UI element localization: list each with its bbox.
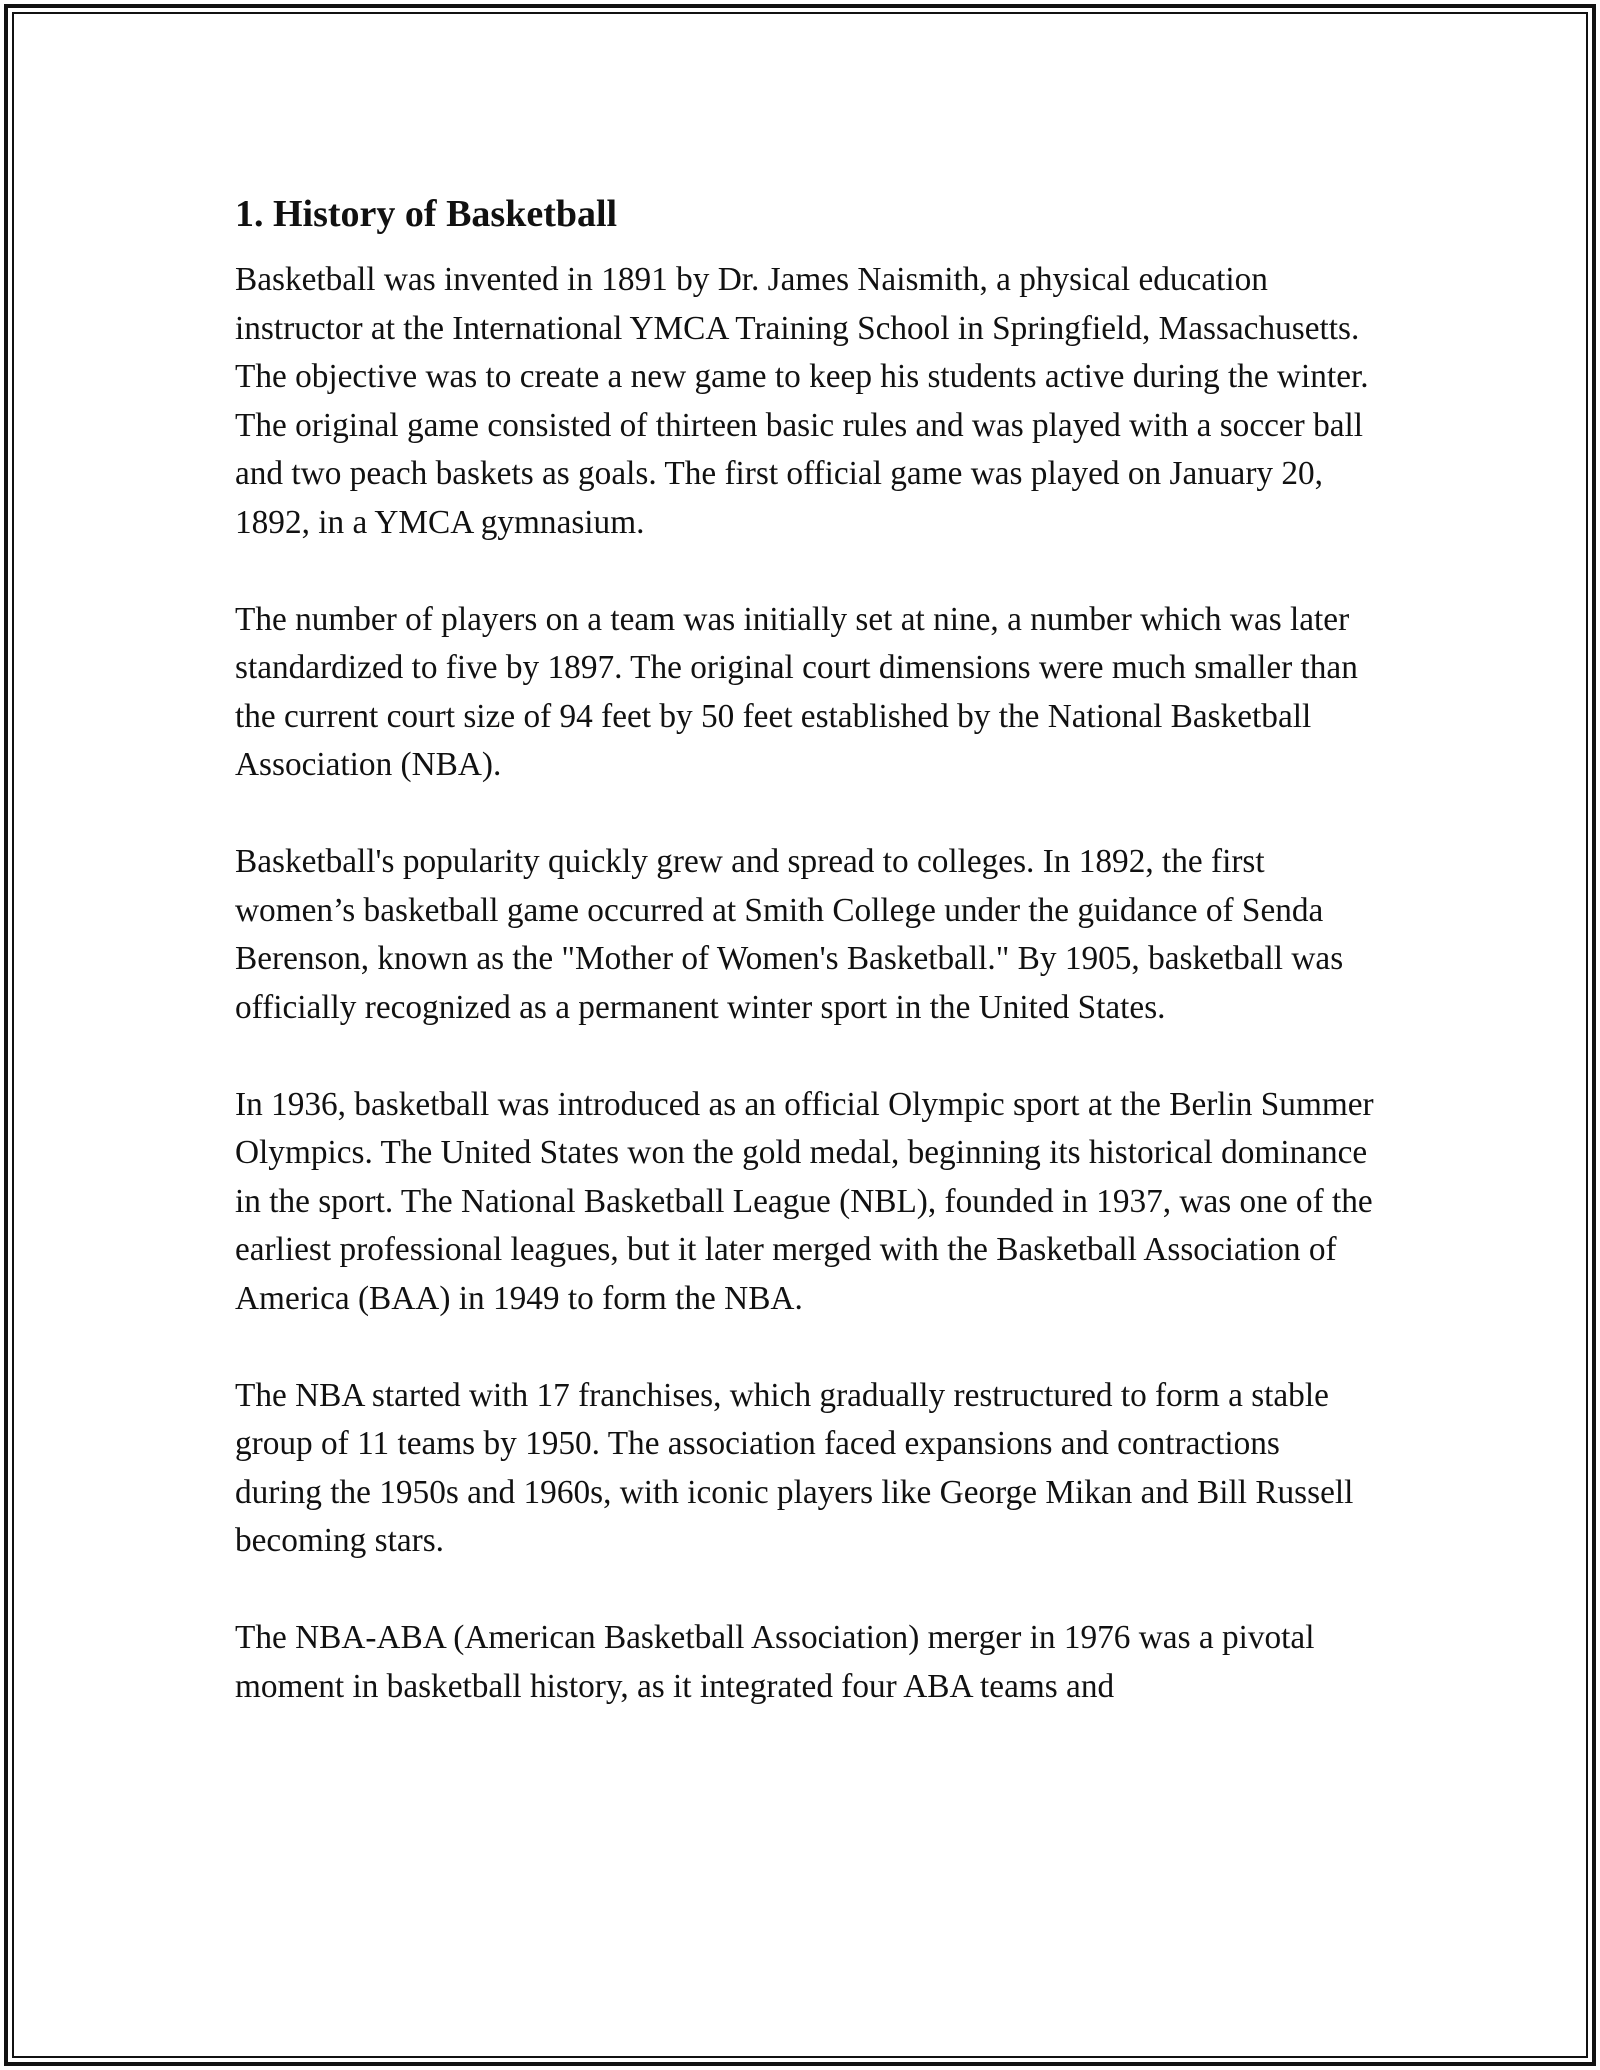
paragraph-colleges: Basketball's popularity quickly grew and spread to colleges. In 1892, the first women’s basketball game occurred at Smith College under the guidance of Senda Berenson, known as the "Mother of Women's Basketball." By 1905, basketball was officially recognized as a permanent winter sport in the United States. (235, 843, 1344, 1026)
section-heading: 1. History of Basketball (235, 193, 618, 235)
paragraph-invention: Basketball was invented in 1891 by Dr. James Naismith, a physical education instructor at the International YMCA Training School in Springfield, Massachusetts. The objective was to create a new game to keep his students active during the winter. The original game consisted of thirteen basic rules and was played with a soccer ball and two peach baskets as goals. The first official game was played on January 20, 1892, in a YMCA gymnasium. (235, 261, 1369, 541)
paragraph-nba-franchises: The NBA started with 17 franchises, which gradually restructured to form a stable group of 11 teams by 1950. The association faced expansions and contractions during the 1950s and 1960s, with iconic players like George Mikan and Bill Russell becoming stars. (235, 1376, 1354, 1559)
paragraph-olympics: In 1936, basketball was introduced as an official Olympic sport at the Berlin Summer Olympics. The United States won the gold medal, beginning its historical dominance in the sport. The National Basketball League (NBL), founded in 1937, was one of the earliest professional leagues, but it later merged with the Basketball Association of America (BAA) in 1949 to form the NBA. (235, 1085, 1374, 1317)
document-body (235, 184, 1375, 1760)
paragraph-team-size: The number of players on a team was initially set at nine, a number which was later standardized to five by 1897. The original court dimensions were much smaller than the current court size of 94 feet by 50 feet established by the National Basketball Association (NBA). (235, 600, 1358, 783)
paragraph-aba-merger: The NBA-ABA (American Basketball Association) merger in 1976 was a pivotal moment in basketball history, as it integrated four ABA teams and (235, 1619, 1315, 1705)
